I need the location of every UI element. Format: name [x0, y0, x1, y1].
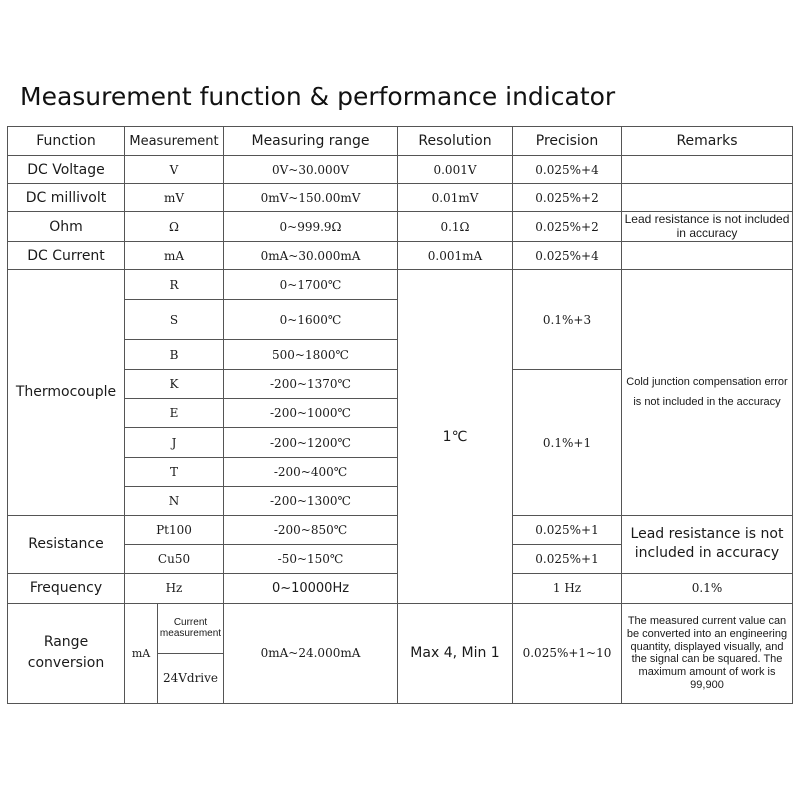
- unit-cell: K: [125, 370, 224, 399]
- header-function: Function: [8, 127, 125, 156]
- header-resolution: Resolution: [398, 127, 513, 156]
- precision-cell: 0.1%+1: [513, 370, 622, 515]
- range-cell: 0mV~150.00mV: [224, 184, 398, 212]
- unit-cell: S: [125, 300, 224, 340]
- precision-cell: 0.025%+4: [513, 242, 622, 270]
- precision-cell: 0.025%+2: [513, 212, 622, 242]
- unit-cell: J: [125, 428, 224, 457]
- resolution-cell: Max 4, Min 1: [398, 603, 513, 703]
- resolution-cell: 0.1Ω: [398, 212, 513, 242]
- precision-cell: 0.025%+1: [513, 544, 622, 573]
- sub-drive-cell: 24Vdrive: [158, 653, 224, 703]
- unit-cell: B: [125, 340, 224, 370]
- unit-cell: Pt100: [125, 515, 224, 544]
- remark-cell: [622, 184, 793, 212]
- unit-cell: Hz: [125, 573, 224, 603]
- unit-cell: mA: [125, 603, 158, 703]
- remark-cell: Lead resistance is not included in accuracy: [622, 515, 793, 573]
- range-cell: 0~1700℃: [224, 270, 398, 300]
- unit-cell: Cu50: [125, 544, 224, 573]
- range-cell: 0mA~30.000mA: [224, 242, 398, 270]
- remark-cell: The measured current value can be converted into an engineering quantity, displayed visually, and the signal can be squared. The maximum amount of work is 99,900: [622, 603, 793, 703]
- header-row: [8, 127, 793, 156]
- unit-cell: N: [125, 486, 224, 515]
- range-cell: 0~999.9Ω: [224, 212, 398, 242]
- precision-cell: 0.025%+1: [513, 515, 622, 544]
- range-cell: 0V~30.000V: [224, 156, 398, 184]
- range-cell: -200~1300℃: [224, 486, 398, 515]
- remark-cell: [622, 156, 793, 184]
- table-row: [8, 212, 793, 242]
- function-cell: Ohm: [8, 212, 125, 242]
- spec-table: [7, 126, 793, 704]
- resolution-cell: 0.01mV: [398, 184, 513, 212]
- function-cell: DC Voltage: [8, 156, 125, 184]
- range-cell: -200~400℃: [224, 457, 398, 486]
- remark-cell: Cold junction compensation error is not included in the accuracy: [622, 270, 793, 515]
- function-cell: Resistance: [8, 515, 125, 573]
- page-title: Measurement function & performance indicator: [20, 82, 616, 111]
- table-row: [8, 603, 793, 653]
- unit-cell: E: [125, 399, 224, 428]
- remark-cell: [622, 242, 793, 270]
- resolution-cell: 1℃: [398, 270, 513, 604]
- table-row: [8, 156, 793, 184]
- range-cell: -50~150℃: [224, 544, 398, 573]
- range-cell: -200~850℃: [224, 515, 398, 544]
- unit-cell: T: [125, 457, 224, 486]
- function-cell: Range conversion: [8, 603, 125, 703]
- header-precision: Precision: [513, 127, 622, 156]
- table-row: [8, 270, 793, 300]
- precision-cell: 0.025%+1~10: [513, 603, 622, 703]
- table-row: [8, 242, 793, 270]
- precision-cell: 0.025%+2: [513, 184, 622, 212]
- function-cell: Frequency: [8, 573, 125, 603]
- header-measurement: Measurement: [125, 127, 224, 156]
- precision-cell: 0.025%+4: [513, 156, 622, 184]
- table-row: [8, 184, 793, 212]
- range-cell: -200~1000℃: [224, 399, 398, 428]
- range-cell: 0mA~24.000mA: [224, 603, 398, 703]
- resolution-cell: 1 Hz: [513, 573, 622, 603]
- unit-cell: mV: [125, 184, 224, 212]
- function-cell: DC Current: [8, 242, 125, 270]
- precision-cell: 0.1%+3: [513, 270, 622, 370]
- precision-cell: 0.1%: [622, 573, 793, 603]
- resolution-cell: 0.001V: [398, 156, 513, 184]
- range-cell: -200~1370℃: [224, 370, 398, 399]
- range-cell: -200~1200℃: [224, 428, 398, 457]
- sub-measurement-cell: Current measurement: [158, 603, 224, 653]
- range-cell: 0~10000Hz: [224, 573, 398, 603]
- range-cell: 0~1600℃: [224, 300, 398, 340]
- resolution-cell: 0.001mA: [398, 242, 513, 270]
- unit-cell: V: [125, 156, 224, 184]
- unit-cell: Ω: [125, 212, 224, 242]
- function-cell: DC millivolt: [8, 184, 125, 212]
- header-remarks: Remarks: [622, 127, 793, 156]
- remark-cell: Lead resistance is not included in accuracy: [622, 212, 793, 242]
- unit-cell: R: [125, 270, 224, 300]
- function-cell: Thermocouple: [8, 270, 125, 515]
- header-range: Measuring range: [224, 127, 398, 156]
- unit-cell: mA: [125, 242, 224, 270]
- range-cell: 500~1800℃: [224, 340, 398, 370]
